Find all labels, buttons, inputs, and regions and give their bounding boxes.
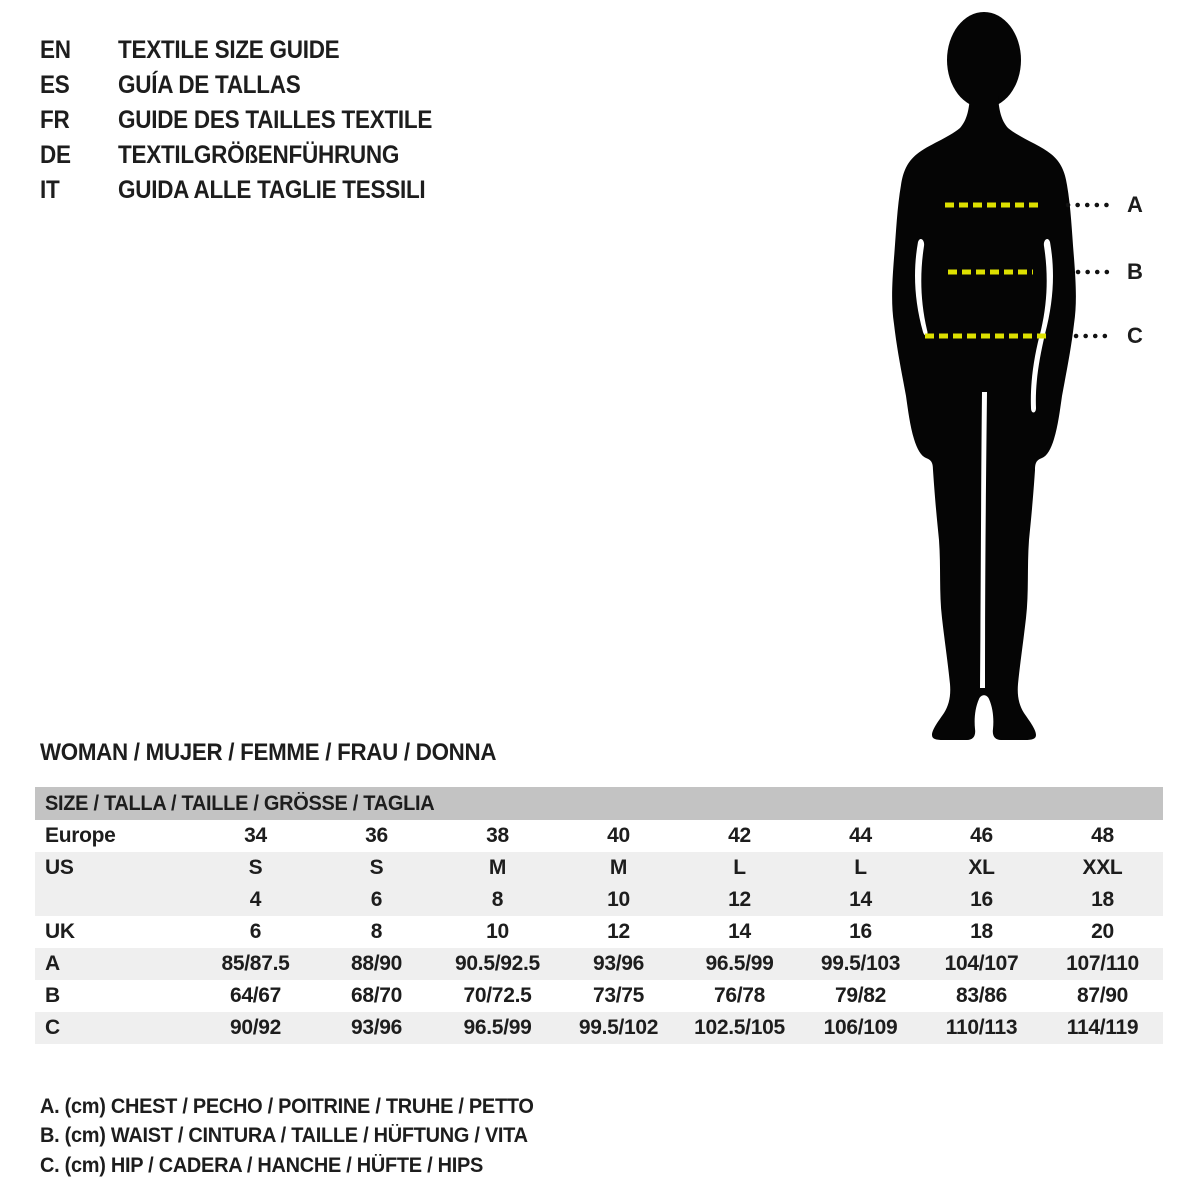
row-label-cell: US (45, 856, 74, 879)
size-value-cell: 83/86 (955, 984, 1008, 1007)
size-value-cell: 110/113 (945, 1016, 1018, 1039)
table-row (35, 1012, 1163, 1044)
measurement-legend (40, 1092, 560, 1181)
language-title: TEXTILE SIZE GUIDE (118, 36, 340, 64)
size-value-cell: 34 (244, 824, 267, 847)
size-value-cell: 42 (728, 824, 751, 847)
size-value-cell: 73/75 (592, 984, 645, 1007)
size-value-cell: 68/70 (350, 984, 403, 1007)
language-code: FR (40, 106, 70, 134)
language-code: DE (40, 141, 71, 169)
size-value-cell: M (609, 856, 628, 879)
size-value-cell: 93/96 (350, 1016, 403, 1039)
size-value-cell: 104/107 (944, 952, 1019, 975)
size-value-cell: 38 (486, 824, 509, 847)
woman-silhouette-figure (864, 0, 1154, 760)
size-value-cell: 93/96 (592, 952, 645, 975)
measure-marker-label-c: C (1127, 323, 1143, 348)
table-row (35, 820, 1163, 852)
language-row (40, 138, 467, 173)
row-label-cell: UK (45, 920, 75, 943)
size-value-cell: 76/78 (713, 984, 766, 1007)
size-value-cell: 88/90 (350, 952, 403, 975)
section-title-woman: WOMAN / MUJER / FEMME / FRAU / DONNA (40, 739, 497, 766)
size-value-cell: 99.5/102 (578, 1016, 659, 1039)
size-value-cell: 14 (849, 888, 872, 911)
language-row (40, 103, 467, 138)
size-value-cell: 87/90 (1076, 984, 1129, 1007)
language-code: ES (40, 71, 70, 99)
size-value-cell: 106/109 (823, 1016, 898, 1039)
legend-text: C. (cm) HIP / CADERA / HANCHE / HÜFTE / HIPS (40, 1153, 484, 1177)
size-value-cell: 12 (607, 920, 630, 943)
size-value-cell: 99.5/103 (820, 952, 901, 975)
table-row (35, 916, 1163, 948)
language-code: IT (40, 176, 60, 204)
table-row (35, 852, 1163, 884)
row-label-cell: A (45, 952, 60, 975)
language-title-list (40, 33, 467, 208)
table-row (35, 884, 1163, 916)
language-code: EN (40, 36, 71, 64)
size-value-cell: 114/119 (1066, 1016, 1139, 1039)
woman-silhouette (892, 12, 1076, 740)
size-value-cell: 102.5/105 (694, 1016, 785, 1039)
size-table (35, 787, 1163, 1044)
size-value-cell: 10 (486, 920, 509, 943)
size-value-cell: L (854, 856, 867, 879)
row-label-cell: C (45, 1016, 60, 1039)
size-value-cell: 79/82 (834, 984, 887, 1007)
size-value-cell: XXL (1082, 856, 1123, 879)
size-table-header-label: SIZE / TALLA / TAILLE / GRÖSSE / TAGLIA (45, 792, 435, 815)
measure-marker-label-a: A (1127, 192, 1143, 217)
legend-line (40, 1151, 560, 1181)
language-title: GUIDA ALLE TAGLIE TESSILI (118, 176, 426, 204)
size-value-cell: 40 (607, 824, 630, 847)
size-value-cell: M (488, 856, 507, 879)
size-value-cell: 90/92 (229, 1016, 282, 1039)
legend-line (40, 1092, 560, 1122)
size-value-cell: 18 (970, 920, 993, 943)
size-value-cell: XL (968, 856, 995, 879)
legend-line (40, 1122, 560, 1152)
size-value-cell: 6 (249, 920, 262, 943)
size-value-cell: 48 (1091, 824, 1114, 847)
table-row (35, 948, 1163, 980)
legend-text: A. (cm) CHEST / PECHO / POITRINE / TRUHE / PETTO (40, 1094, 534, 1118)
size-value-cell: 20 (1091, 920, 1114, 943)
size-table-header (35, 787, 1163, 820)
row-label-cell: B (45, 984, 60, 1007)
size-value-cell: 6 (370, 888, 383, 911)
size-value-cell: 85/87.5 (221, 952, 290, 975)
measure-marker-label-b: B (1127, 259, 1143, 284)
size-value-cell: 46 (970, 824, 993, 847)
size-value-cell: 8 (370, 920, 383, 943)
size-value-cell: 16 (849, 920, 872, 943)
size-value-cell: 10 (607, 888, 630, 911)
size-value-cell: 96.5/99 (463, 1016, 532, 1039)
size-value-cell: 14 (728, 920, 751, 943)
size-value-cell: 107/110 (1066, 952, 1139, 975)
language-title: TEXTILGRÖßENFÜHRUNG (118, 141, 400, 169)
size-value-cell: 8 (491, 888, 504, 911)
size-value-cell: 90.5/92.5 (455, 952, 540, 975)
size-value-cell: 36 (365, 824, 388, 847)
size-value-cell: 4 (249, 888, 262, 911)
language-row (40, 33, 467, 68)
size-value-cell: 64/67 (229, 984, 282, 1007)
size-value-cell: 12 (728, 888, 751, 911)
language-title: GUÍA DE TALLAS (118, 71, 301, 99)
size-value-cell: S (369, 856, 384, 879)
language-row (40, 68, 467, 103)
table-row (35, 980, 1163, 1012)
row-label-cell: Europe (45, 824, 116, 847)
language-row (40, 173, 467, 208)
legend-text: B. (cm) WAIST / CINTURA / TAILLE / HÜFTUNG / VITA (40, 1124, 528, 1148)
size-value-cell: 70/72.5 (463, 984, 532, 1007)
size-value-cell: 18 (1091, 888, 1114, 911)
size-value-cell: 44 (849, 824, 872, 847)
size-value-cell: S (248, 856, 263, 879)
size-value-cell: 96.5/99 (705, 952, 774, 975)
language-title: GUIDE DES TAILLES TEXTILE (118, 106, 433, 134)
size-value-cell: L (733, 856, 746, 879)
size-value-cell: 16 (970, 888, 993, 911)
